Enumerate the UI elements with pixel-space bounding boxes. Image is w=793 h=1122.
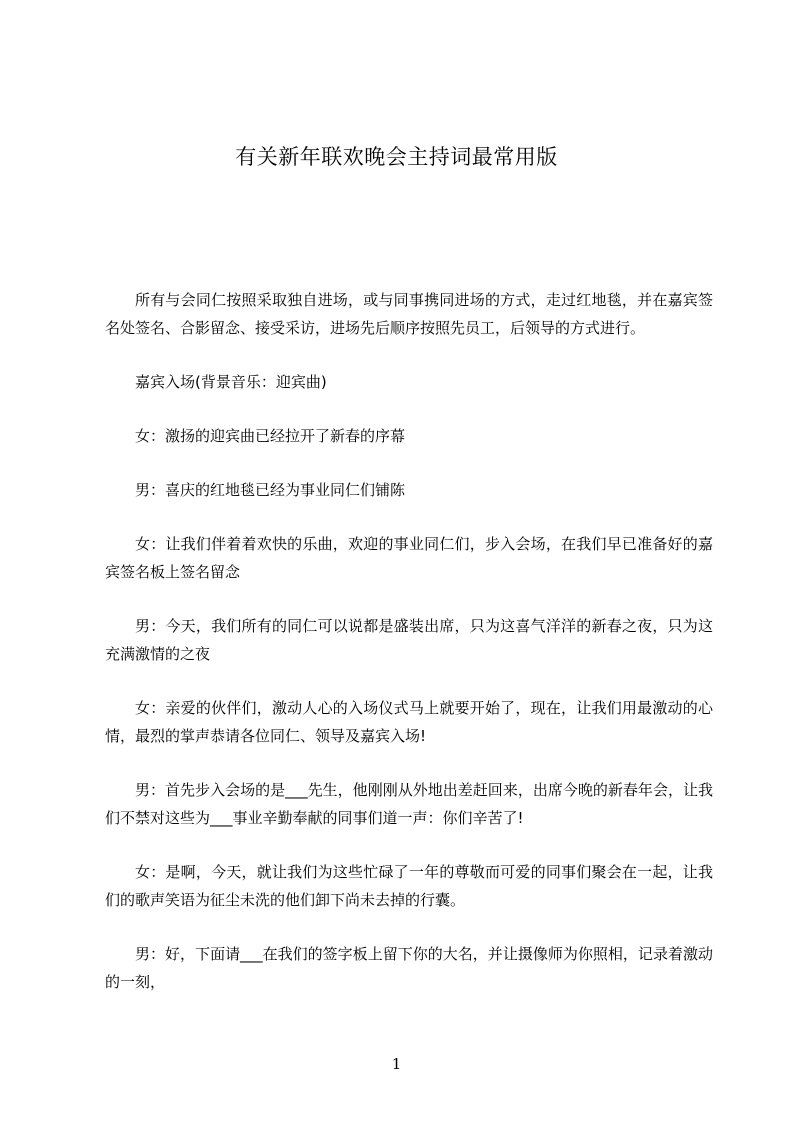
paragraph-female-line-3: 女：亲爱的伙伴们，激动人心的入场仪式马上就要开始了，现在，让我们用最激动的心情，最烈的掌声恭请各位同仁、领导及嘉宾入场! [105,699,713,745]
paragraph-female-line-1: 女：激扬的迎宾曲已经拉开了新春的序幕 [135,427,406,445]
paragraph-gap [105,342,713,368]
paragraph-male-line-1: 男：喜庆的红地毯已经为事业同仁们铺陈 [135,481,406,499]
paragraph-gap [105,914,713,940]
paragraph-male-line-4: 男：好，下面请___在我们的签字板上留下你的大名，并让摄像师为你照相，记录着激动的一刻， [105,945,713,991]
paragraph-gap [105,832,713,858]
paragraph-gap [105,504,713,530]
paragraph-female-line-2: 女：让我们伴着着欢快的乐曲，欢迎的事业同仁们，步入会场，在我们早已准备好的嘉宾签名板上签名留念 [105,535,713,581]
document-body [105,286,713,996]
paragraph-male-line-2: 男：今天，我们所有的同仁可以说都是盛装出席，只为这喜气洋洋的新春之夜，只为这充满激情的之夜 [105,617,713,663]
paragraph-male-line-3: 男：首先步入会场的是___先生，他刚刚从外地出差赶回来，出席今晚的新春年会，让我们不禁对这些为___事业辛勤奉献的同事们道一声：你们辛苦了! [105,781,713,827]
paragraph-gap [105,750,713,776]
paragraph-gap [105,450,713,476]
paragraph-entry-instructions: 所有与会同仁按照采取独自进场，或与同事携同进场的方式，走过红地毯，并在嘉宾签名处签名、合影留念、接受采访，进场先后顺序按照先员工，后领导的方式进行。 [105,291,713,337]
document-title: 有关新年联欢晚会主持词最常用版 [235,145,558,169]
paragraph-guest-entrance: 嘉宾入场(背景音乐：迎宾曲) [135,373,327,391]
page-number: 1 [391,1055,402,1073]
paragraph-gap [105,668,713,694]
paragraph-gap [105,396,713,422]
paragraph-gap [105,586,713,612]
paragraph-female-line-4: 女：是啊，今天，就让我们为这些忙碌了一年的尊敬而可爱的同事们聚会在一起，让我们的歌声笑语为征尘未洗的他们卸下尚未去掉的行囊。 [105,863,713,909]
